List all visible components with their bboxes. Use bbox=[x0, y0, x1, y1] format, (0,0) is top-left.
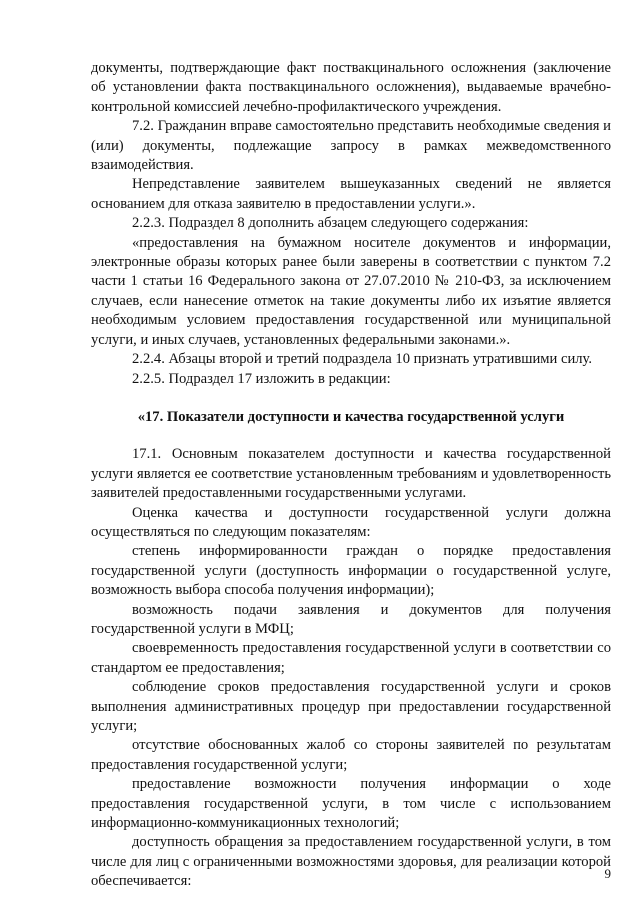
page-number: 9 bbox=[604, 866, 611, 881]
paragraph: 2.2.4. Абзацы второй и третий подраздела 10 признать утратившими силу. bbox=[132, 351, 593, 368]
paragraph: отсутствие обоснованных жалоб со стороны заявителей по результатам предоставления государственной услуги; bbox=[91, 737, 611, 773]
paragraph: 2.2.3. Подраздел 8 дополнить абзацем следующего содержания: bbox=[132, 215, 529, 232]
paragraphs-before-heading bbox=[91, 59, 611, 389]
paragraph: «предоставления на бумажном носителе документов и информации, электронные образы которых ранее были заверены в соответствии с пунктом 7.2 части 1 статьи 16 Федерального закона от 27.07.2010 № 210-ФЗ, за исключением случаев, если нанесение отметок на такие документы либо их изъятие является необходимым условием предоставления государственной или муниципальной услуги, и иных случаев, установленных федеральными законами.». bbox=[91, 234, 611, 348]
paragraph: своевременность предоставления государственной услуги в соответствии со стандартом ее предоставления; bbox=[91, 640, 611, 676]
paragraph: 7.2. Гражданин вправе самостоятельно представить необходимые сведения и (или) документы, подлежащие запросу в рамках межведомственного взаимодействия. bbox=[91, 118, 611, 174]
paragraph: документы, подтверждающие факт поствакцинального осложнения (заключение об установлении факта поствакцинального осложнения), выдаваемые врачебно-контрольной комиссией лечебно-профилактического учреждения. bbox=[91, 60, 611, 115]
document-body bbox=[91, 59, 611, 892]
paragraph: 17.1. Основным показателем доступности и качества государственной услуги является ее соответствие установленным требованиям и удовлетворенность заявителей предоставленными государственными услугами. bbox=[91, 446, 611, 502]
paragraph: соблюдение сроков предоставления государственной услуги и сроков выполнения административных процедур при предоставлении государственной услуги; bbox=[91, 679, 611, 734]
paragraph: степень информированности граждан о порядке предоставления государственной услуги (доступность информации о государственной услуге, возможность выбора способа получения информации); bbox=[91, 543, 611, 599]
paragraph: 2.2.5. Подраздел 17 изложить в редакции: bbox=[132, 370, 391, 387]
paragraph: предоставление возможности получения информации о ходе предоставления государственной услуги, в том числе с использованием информационно-коммуникационных технологий; bbox=[91, 776, 611, 832]
section-heading: «17. Показатели доступности и качества государственной услуги bbox=[137, 408, 565, 425]
paragraphs-after-heading bbox=[91, 445, 611, 891]
paragraph: доступность обращения за предоставлением государственной услуги, в том числе для лиц с ограниченными возможностями здоровья, для реализации которой обеспечивается: bbox=[91, 834, 611, 890]
paragraph: Непредставление заявителем вышеуказанных сведений не является основанием для отказа заявителю в предоставлении услуги.». bbox=[91, 176, 611, 212]
paragraph: возможность подачи заявления и документов для получения государственной услуги в МФЦ; bbox=[91, 601, 611, 637]
paragraph: Оценка качества и доступности государственной услуги должна осуществляться по следующим показателям: bbox=[91, 504, 611, 540]
